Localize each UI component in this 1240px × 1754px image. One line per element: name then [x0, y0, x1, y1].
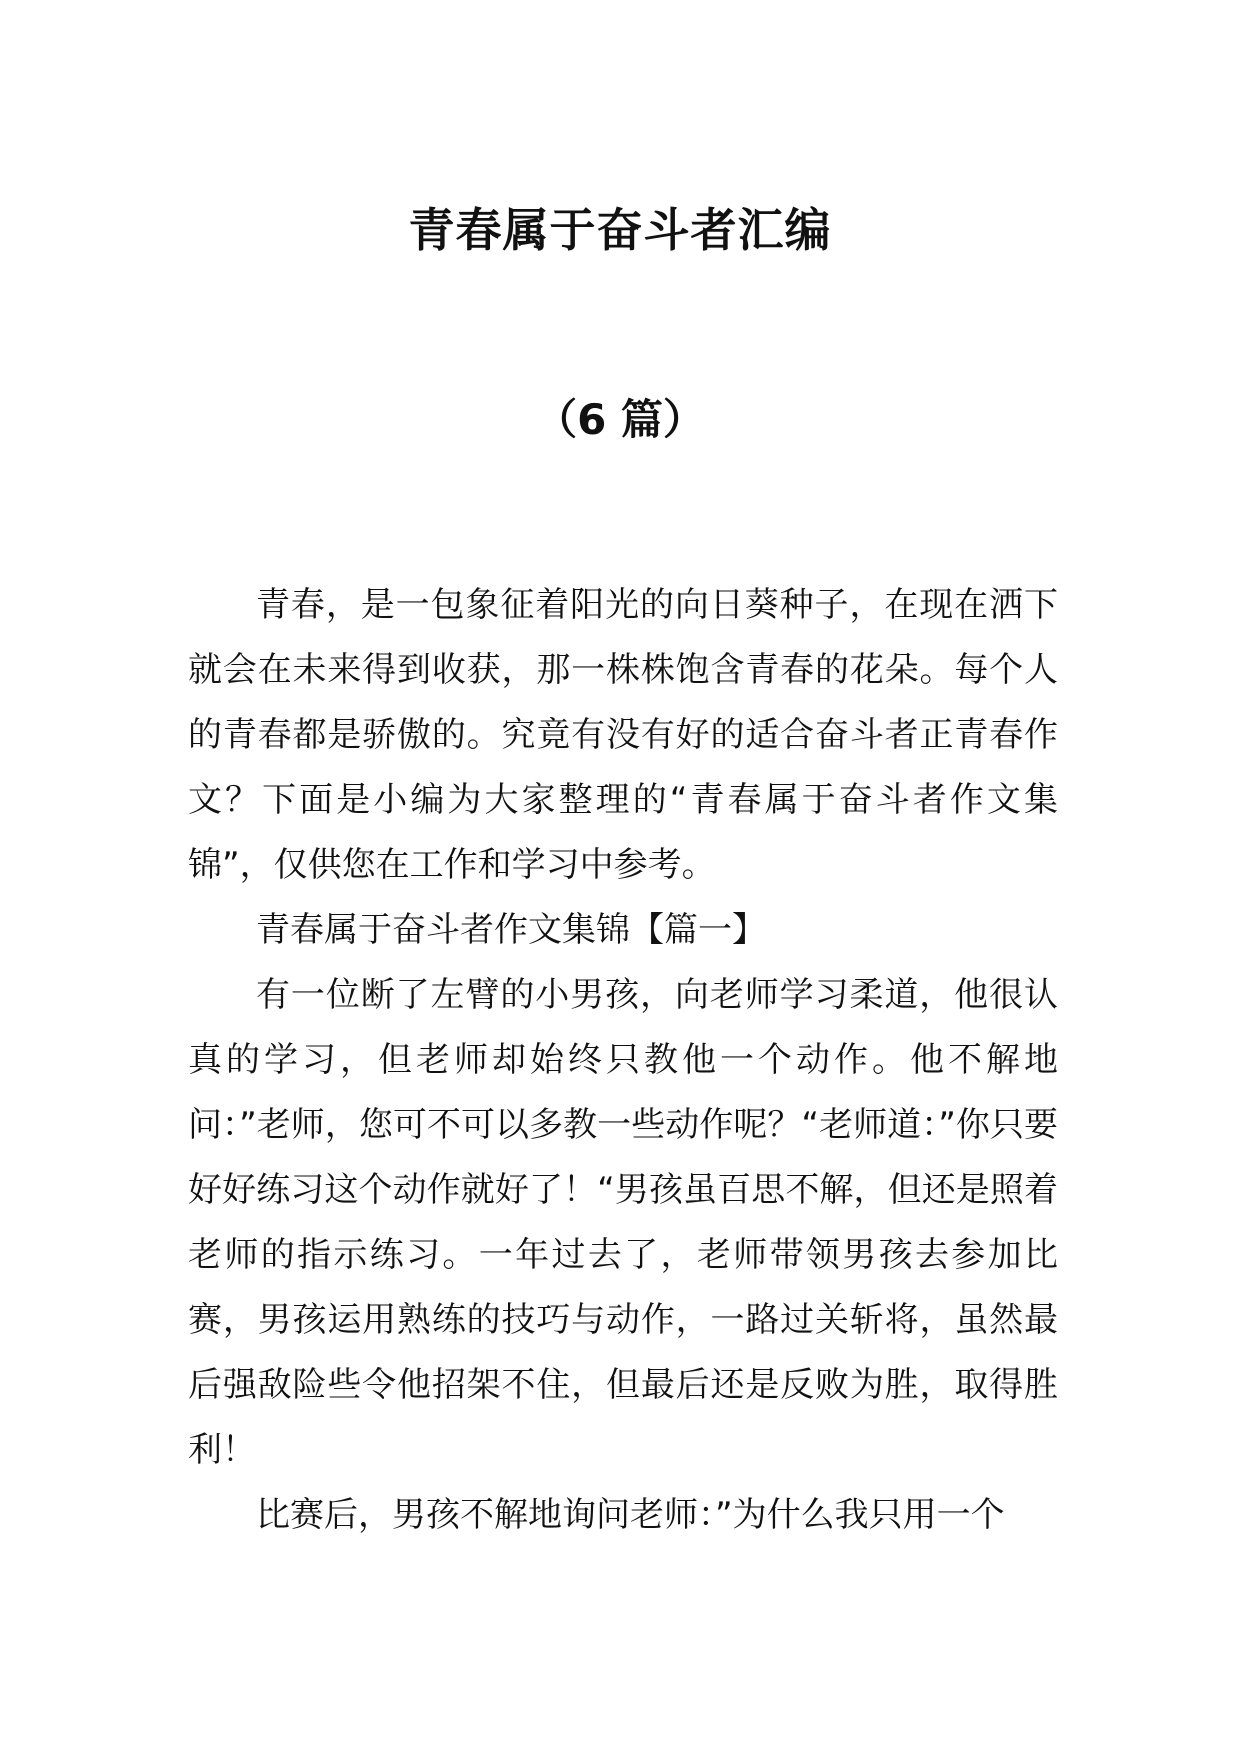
story-paragraph: 有一位断了左臂的小男孩，向老师学习柔道，他很认真的学习，但老师却始终只教他一个动作。他不解地问：”老师，您可不可以多教一些动作呢？“老师道：”你只要好好练习这个动作就好了！“男孩虽百思不解，但还是照着老师的指示练习。一年过去了，老师带领男孩去参加比赛，男孩运用熟练的技巧与动作，一路过关斩将，虽然最后强敌险些令他招架不住，但最后还是反败为胜，取得胜利！ [188, 975, 1058, 1470]
document-body [188, 573, 1058, 1548]
section-heading: 青春属于奋斗者作文集锦【篇一】 [256, 910, 766, 950]
intro-paragraph: 青春，是一包象征着阳光的向日葵种子，在现在洒下就会在未来得到收获，那一株株饱含青春的花朵。每个人的青春都是骄傲的。究竟有没有好的适合奋斗者正青春作文？下面是小编为大家整理的“青春属于奋斗者作文集锦”，仅供您在工作和学习中参考。 [188, 585, 1058, 885]
document-subtitle: （6 篇） [535, 395, 705, 444]
story-paragraph: 比赛后，男孩不解地询问老师：”为什么我只用一个 [256, 1495, 1005, 1535]
document-title: 青春属于奋斗者汇编 [408, 203, 832, 257]
